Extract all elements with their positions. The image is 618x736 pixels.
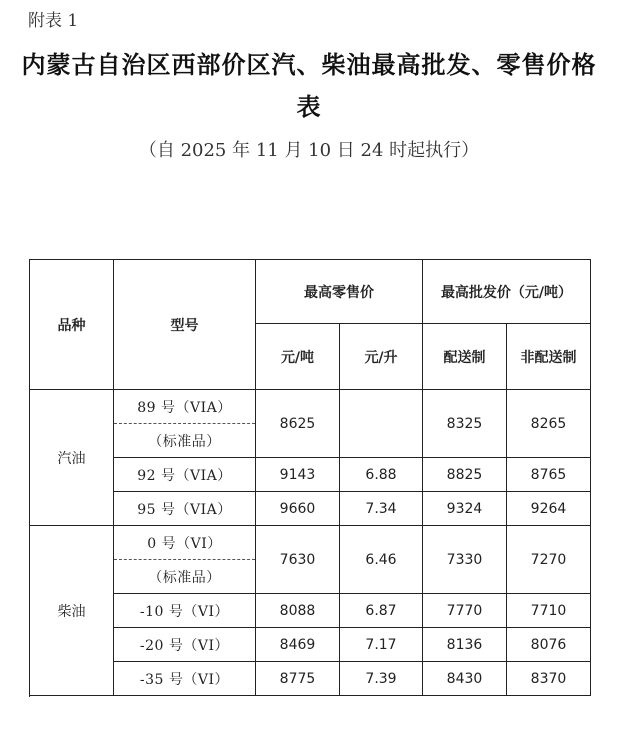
model-note-cell: （标准品） <box>114 560 256 594</box>
header-wholesale: 最高批发价（元/吨） <box>423 260 591 324</box>
retail-ton-cell: 7630 <box>256 526 340 594</box>
price-table <box>29 259 591 696</box>
header-yuan-liter: 元/升 <box>340 324 423 390</box>
delivery-cell: 8825 <box>423 458 507 492</box>
delivery-cell: 8136 <box>423 628 507 662</box>
variety-gasoline: 汽油 <box>30 390 114 526</box>
non-delivery-cell: 7270 <box>507 526 591 594</box>
non-delivery-cell: 7710 <box>507 594 591 628</box>
model-cell: 89 号（VIA） <box>114 390 256 424</box>
header-variety: 品种 <box>30 260 114 390</box>
header-non-delivery: 非配送制 <box>507 324 591 390</box>
delivery-cell: 9324 <box>423 492 507 526</box>
retail-liter-cell: 7.39 <box>340 662 423 696</box>
delivery-cell: 7770 <box>423 594 507 628</box>
retail-liter-cell <box>340 390 423 458</box>
retail-ton-cell: 8625 <box>256 390 340 458</box>
delivery-cell: 8325 <box>423 390 507 458</box>
retail-ton-cell: 8775 <box>256 662 340 696</box>
model-cell: -35 号（VI） <box>114 662 256 696</box>
retail-liter-cell: 7.34 <box>340 492 423 526</box>
non-delivery-cell: 8076 <box>507 628 591 662</box>
variety-diesel: 柴油 <box>30 526 114 696</box>
retail-ton-cell: 9660 <box>256 492 340 526</box>
model-cell: -10 号（VI） <box>114 594 256 628</box>
retail-ton-cell: 8469 <box>256 628 340 662</box>
appendix-label: 附表 1 <box>28 11 79 31</box>
title-line-2: 表 <box>296 92 322 121</box>
delivery-cell: 7330 <box>423 526 507 594</box>
delivery-cell: 8430 <box>423 662 507 696</box>
effective-date-subtitle: （自 2025 年 11 月 10 日 24 时起执行） <box>138 140 480 161</box>
title-line-1: 内蒙古自治区西部价区汽、柴油最高批发、零售价格 <box>21 50 597 79</box>
non-delivery-cell: 8370 <box>507 662 591 696</box>
model-note-cell: （标准品） <box>114 424 256 458</box>
model-cell: 95 号（VIA） <box>114 492 256 526</box>
retail-liter-cell: 7.17 <box>340 628 423 662</box>
non-delivery-cell: 8265 <box>507 390 591 458</box>
model-cell: -20 号（VI） <box>114 628 256 662</box>
retail-liter-cell: 6.88 <box>340 458 423 492</box>
retail-ton-cell: 8088 <box>256 594 340 628</box>
header-delivery: 配送制 <box>423 324 507 390</box>
header-model: 型号 <box>114 260 256 390</box>
model-cell: 0 号（VI） <box>114 526 256 560</box>
model-cell: 92 号（VIA） <box>114 458 256 492</box>
retail-liter-cell: 6.46 <box>340 526 423 594</box>
header-retail: 最高零售价 <box>256 260 423 324</box>
retail-liter-cell: 6.87 <box>340 594 423 628</box>
page-title <box>20 44 598 128</box>
non-delivery-cell: 9264 <box>507 492 591 526</box>
retail-ton-cell: 9143 <box>256 458 340 492</box>
header-yuan-ton: 元/吨 <box>256 324 340 390</box>
non-delivery-cell: 8765 <box>507 458 591 492</box>
